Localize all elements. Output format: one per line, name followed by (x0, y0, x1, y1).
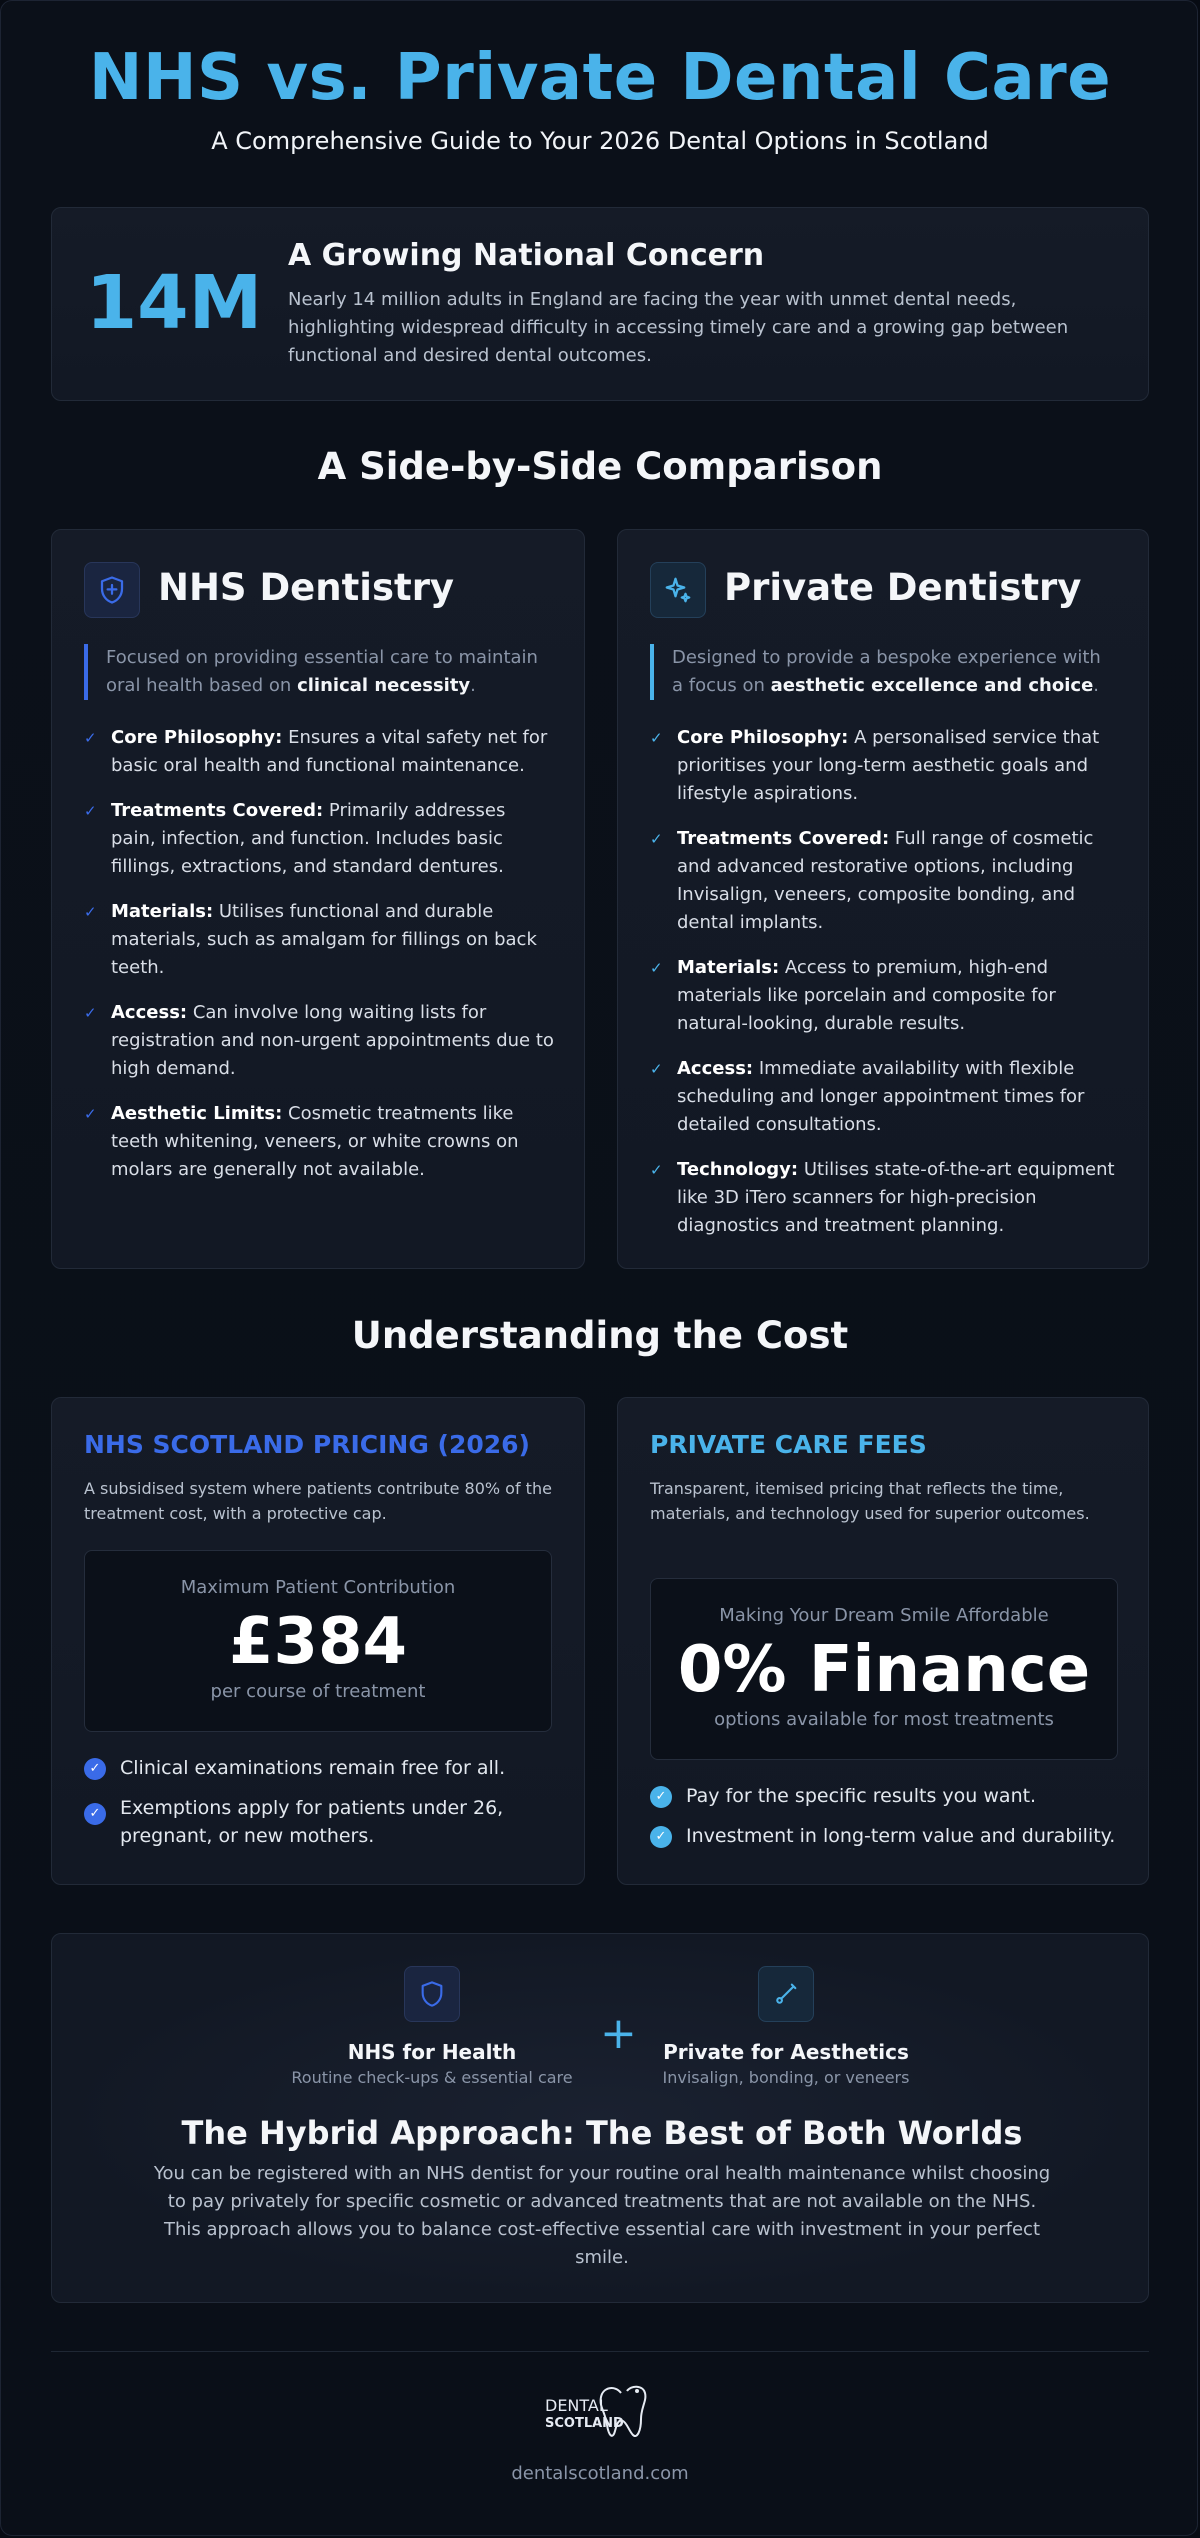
private-cost-heading: PRIVATE CARE FEES (650, 1430, 927, 1459)
feature-label: Treatments Covered: (677, 828, 890, 849)
nhs-intro-text: Focused on providing essential care to maintain oral health based on (106, 647, 538, 696)
check-icon: ✓ (84, 729, 97, 747)
check-icon: ✓ (84, 1004, 97, 1022)
list-item (84, 1100, 554, 1184)
page-subtitle: A Comprehensive Guide to Your 2026 Dental Options in Scotland (211, 127, 989, 155)
feature-label: Technology: (677, 1159, 799, 1180)
list-item (84, 1754, 554, 1782)
private-intro-text: Designed to provide a bespoke experience with a focus on (672, 647, 1101, 696)
stat-description: Nearly 14 million adults in England are facing the year with unmet dental needs, highlighting widespread difficulty in accessing timely care and a growing gap between functional and desired dental outcomes. (288, 289, 1069, 366)
list-item (84, 999, 554, 1083)
nhs-title: NHS Dentistry (158, 566, 455, 609)
feature-text: Can involve long waiting lists for registration and non-urgent appointments due to high demand. (111, 1002, 554, 1079)
plus-icon: + (600, 2008, 637, 2059)
nhs-price-label: Maximum Patient Contribution (180, 1577, 456, 1598)
private-cost-bullets (650, 1782, 1120, 1862)
feature-text: Ensures a vital safety net for basic oral health and functional maintenance. (111, 727, 548, 776)
logo-text-line2: SCOTLAND (545, 2416, 624, 2431)
stat-title: A Growing National Concern (288, 238, 765, 273)
hybrid-left-label: NHS for Health (347, 2040, 517, 2064)
private-cost-description: Transparent, itemised pricing that reflects the time, materials, and technology used for superior outcomes. (650, 1479, 1090, 1523)
check-circle-icon: ✓ (84, 1803, 106, 1825)
list-item (84, 724, 554, 780)
private-cost-card (617, 1397, 1149, 1885)
private-price-value: 0% Finance (677, 1633, 1091, 1707)
comparison-section-title: A Side-by-Side Comparison (317, 445, 883, 488)
check-icon: ✓ (650, 729, 663, 747)
shield-icon (404, 1966, 460, 2022)
page-title: NHS vs. Private Dental Care (88, 41, 1112, 115)
tooth-tool-icon (758, 1966, 814, 2022)
nhs-intro-suffix: . (470, 675, 476, 696)
hybrid-left-sub: Routine check-ups & essential care (291, 2068, 573, 2087)
private-intro-suffix: . (1093, 675, 1100, 696)
check-icon: ✓ (84, 802, 97, 820)
cost-section-title: Understanding the Cost (351, 1314, 849, 1357)
list-item (650, 1822, 1120, 1850)
hybrid-right-label: Private for Aesthetics (663, 2040, 909, 2064)
nhs-price-box (84, 1550, 552, 1732)
feature-text: Access to premium, high-end materials like porcelain and composite for natural-looking, durable results. (677, 957, 1056, 1034)
check-icon: ✓ (650, 1161, 663, 1179)
list-item (650, 1055, 1120, 1139)
feature-label: Access: (677, 1058, 754, 1079)
check-circle-icon: ✓ (650, 1826, 672, 1848)
nhs-cost-card (51, 1397, 585, 1885)
feature-label: Aesthetic Limits: (111, 1103, 283, 1124)
private-price-sub: options available for most treatments (714, 1709, 1054, 1730)
bullet-text: Exemptions apply for patients under 26, pregnant, or new mothers. (120, 1797, 504, 1847)
feature-text: Primarily addresses pain, infection, and function. Includes basic fillings, extractions, and standard dentures. (111, 800, 506, 877)
stat-card (51, 207, 1149, 401)
nhs-intro-emphasis: clinical necessity (297, 675, 471, 696)
feature-text: A personalised service that prioritises your long-term aesthetic goals and lifestyle aspirations. (677, 727, 1100, 804)
list-item (84, 797, 554, 881)
bullet-text: Clinical examinations remain free for all. (120, 1757, 506, 1779)
hybrid-title: The Hybrid Approach: The Best of Both Worlds (181, 2114, 1023, 2152)
private-comparison-card (617, 529, 1149, 1269)
nhs-cost-heading: NHS SCOTLAND PRICING (2026) (84, 1430, 530, 1459)
hybrid-description: You can be registered with an NHS dentist for your routine oral health maintenance whilst choosing to pay privately for specific cosmetic or advanced treatments that are not available on the NHS. This approach allows you to balance cost-effective essential care with investment in your perfect smile. (153, 2163, 1051, 2268)
shield-plus-icon (84, 562, 140, 618)
nhs-price-sub: per course of treatment (210, 1681, 426, 1702)
check-circle-icon: ✓ (650, 1786, 672, 1808)
list-item (650, 724, 1120, 808)
private-title: Private Dentistry (724, 566, 1082, 609)
list-item (650, 954, 1120, 1038)
private-feature-list (650, 724, 1120, 1257)
check-icon: ✓ (650, 830, 663, 848)
feature-label: Materials: (111, 901, 214, 922)
list-item (84, 898, 554, 982)
feature-label: Access: (111, 1002, 188, 1023)
sparkle-icon (650, 562, 706, 618)
nhs-intro (84, 644, 544, 700)
check-icon: ✓ (84, 1105, 97, 1123)
feature-label: Core Philosophy: (111, 727, 283, 748)
list-item (650, 825, 1120, 937)
dental-scotland-logo (541, 2381, 671, 2445)
check-icon: ✓ (84, 903, 97, 921)
nhs-price-value: £384 (228, 1605, 408, 1679)
feature-text: Utilises functional and durable materials, such as amalgam for fillings on back teeth. (111, 901, 537, 978)
feature-text: Immediate availability with flexible scheduling and longer appointment times for detailed consultations. (677, 1058, 1085, 1135)
feature-label: Materials: (677, 957, 780, 978)
nhs-comparison-card (51, 529, 585, 1269)
private-intro-emphasis: aesthetic excellence and choice (770, 675, 1094, 696)
feature-text: Utilises state-of-the-art equipment like 3D iTero scanners for high-precision diagnostics and treatment planning. (677, 1159, 1115, 1236)
footer-divider (51, 2351, 1149, 2352)
list-item (84, 1794, 554, 1850)
logo-text-line1: DENTAL (545, 2396, 608, 2415)
list-item (650, 1782, 1120, 1810)
nhs-cost-description: A subsidised system where patients contribute 80% of the treatment cost, with a protective cap. (84, 1479, 552, 1523)
stat-number: 14M (85, 260, 263, 346)
footer-url[interactable]: dentalscotland.com (511, 2463, 689, 2484)
bullet-text: Pay for the specific results you want. (686, 1785, 1037, 1807)
private-intro (650, 644, 1110, 700)
check-icon: ✓ (650, 959, 663, 977)
check-circle-icon: ✓ (84, 1758, 106, 1780)
feature-text: Full range of cosmetic and advanced restorative options, including Invisalign, veneers, composite bonding, and dental implants. (677, 828, 1094, 933)
feature-label: Core Philosophy: (677, 727, 849, 748)
nhs-cost-bullets (84, 1754, 554, 1862)
private-price-label: Making Your Dream Smile Affordable (719, 1605, 1049, 1626)
list-item (650, 1156, 1120, 1240)
nhs-feature-list (84, 724, 554, 1201)
check-icon: ✓ (650, 1060, 663, 1078)
private-price-box (650, 1578, 1118, 1760)
hybrid-card (51, 1933, 1149, 2303)
bullet-text: Investment in long-term value and durability. (686, 1825, 1116, 1847)
feature-text: Cosmetic treatments like teeth whitening, veneers, or white crowns on molars are generally not available. (111, 1103, 519, 1180)
hybrid-right-sub: Invisalign, bonding, or veneers (662, 2068, 910, 2087)
feature-label: Treatments Covered: (111, 800, 324, 821)
